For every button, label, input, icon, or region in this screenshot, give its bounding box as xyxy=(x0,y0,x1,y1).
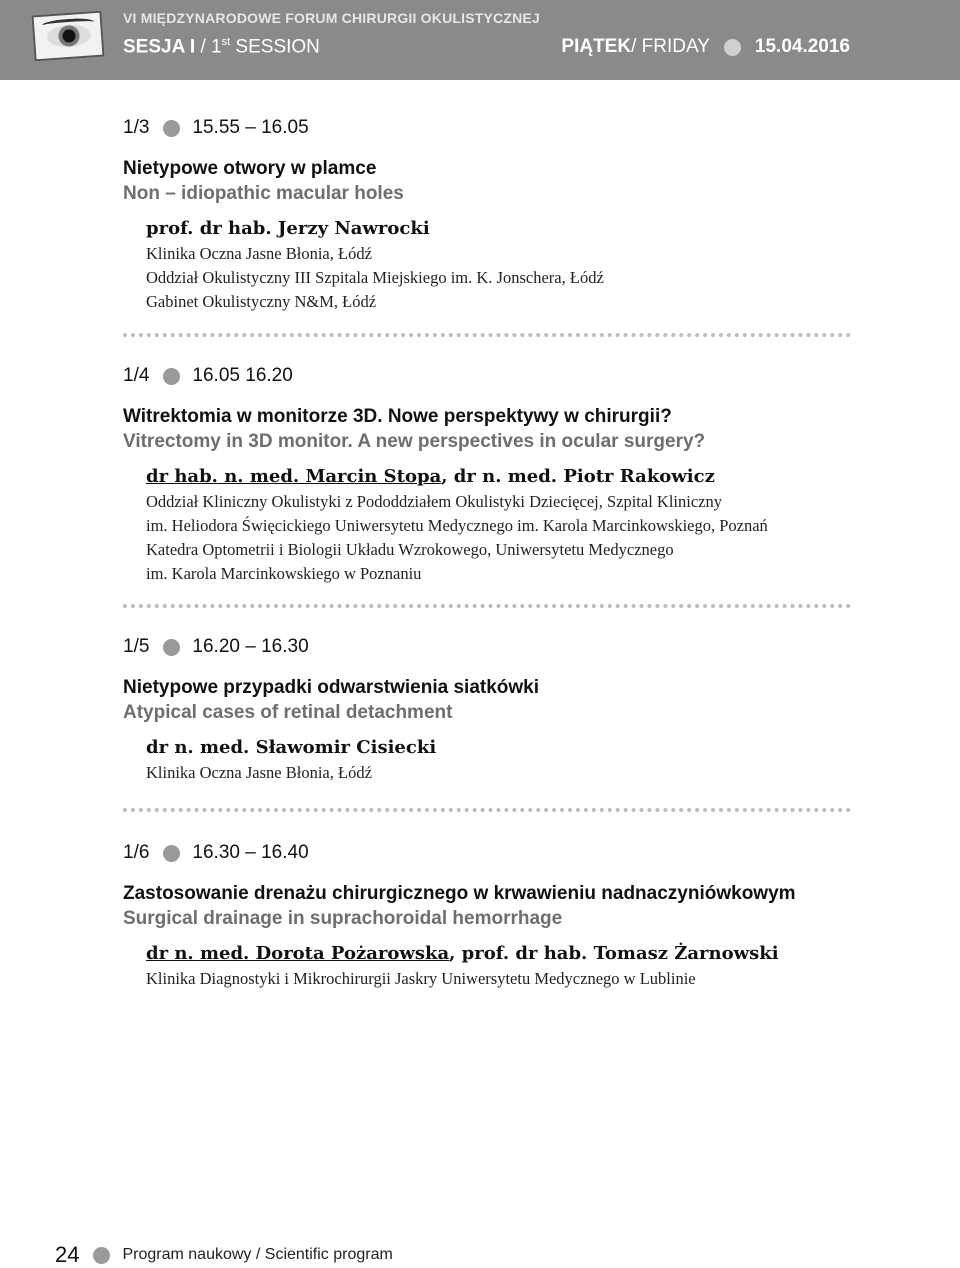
day-pl: PIĄTEK xyxy=(561,36,632,57)
slot-time: 15.55 – 16.05 xyxy=(192,117,309,138)
page-footer xyxy=(55,1242,393,1268)
affiliation-line: Oddział Kliniczny Okulistyki z Pododdziałem Okulistyki Dziecięcej, Szpital Kliniczny xyxy=(146,492,722,511)
talk-title-pl: Nietypowe otwory w plamce xyxy=(123,158,377,179)
day-en: / FRIDAY xyxy=(631,36,710,57)
session-label xyxy=(123,36,320,58)
talk-slot xyxy=(123,364,863,388)
talk-title-en: Surgical drainage in suprachoroidal hemorrhage xyxy=(123,908,563,929)
day-date xyxy=(561,36,850,58)
speaker-name: , dr n. med. Piotr Rakowicz xyxy=(441,466,715,487)
talk-block xyxy=(123,116,863,314)
affiliation-line: Gabinet Okulistyczny N&M, Łódź xyxy=(146,292,377,311)
conference-title: VI MIĘDZYNARODOWE FORUM CHIRURGII OKULISTYCZNEJ xyxy=(123,10,540,26)
slot-number: 1/6 xyxy=(123,842,150,863)
eye-logo-icon xyxy=(31,11,104,62)
session-date: 15.04.2016 xyxy=(754,36,850,57)
talk-block xyxy=(123,841,863,991)
affiliation-line: Klinika Diagnostyki i Mikrochirurgii Jaskry Uniwersytetu Medycznego w Lublinie xyxy=(146,969,696,988)
dotted-divider xyxy=(123,808,851,812)
bullet-dot-icon xyxy=(93,1247,110,1264)
session-en-number: 1 xyxy=(211,36,222,58)
page-header xyxy=(0,0,960,80)
bullet-dot-icon xyxy=(163,639,180,656)
speaker-line xyxy=(146,464,863,490)
session-en-suffix: st xyxy=(221,36,231,48)
talk-slot xyxy=(123,841,863,865)
speaker-line xyxy=(146,941,863,967)
bullet-dot-icon xyxy=(163,845,180,862)
speaker-line xyxy=(146,216,863,242)
session-separator: / xyxy=(195,36,212,58)
talk-title-en: Non – idiopathic macular holes xyxy=(123,183,404,204)
dotted-divider xyxy=(123,604,851,608)
talk-title-pl: Nietypowe przypadki odwarstwienia siatkówki xyxy=(123,677,540,698)
affiliation-line: im. Karola Marcinkowskiego w Poznaniu xyxy=(146,564,422,583)
bullet-dot-icon xyxy=(163,120,180,137)
program-label: Program naukowy / Scientific program xyxy=(122,1246,393,1263)
page-number: 24 xyxy=(55,1242,80,1267)
dotted-divider xyxy=(123,333,851,337)
speaker-name: , prof. dr hab. Tomasz Żarnowski xyxy=(449,943,779,964)
speaker-name: prof. dr hab. Jerzy Nawrocki xyxy=(146,218,430,239)
talk-slot xyxy=(123,116,863,140)
talk-slot xyxy=(123,635,863,659)
session-en: SESSION xyxy=(230,36,320,58)
slot-number: 1/5 xyxy=(123,636,150,657)
affiliation-line: im. Heliodora Święcickiego Uniwersytetu Medycznego im. Karola Marcinkowskiego, Poznań xyxy=(146,516,768,535)
slot-number: 1/3 xyxy=(123,117,150,138)
affiliation-line: Oddział Okulistyczny III Szpitala Miejskiego im. K. Jonschera, Łódź xyxy=(146,268,604,287)
affiliation-line: Katedra Optometrii i Biologii Układu Wzrokowego, Uniwersytetu Medycznego xyxy=(146,540,674,559)
talk-title-en: Atypical cases of retinal detachment xyxy=(123,702,453,723)
bullet-dot-icon xyxy=(163,368,180,385)
slot-number: 1/4 xyxy=(123,365,150,386)
talk-title-pl: Witrektomia w monitorze 3D. Nowe perspektywy w chirurgii? xyxy=(123,406,672,427)
slot-time: 16.20 – 16.30 xyxy=(192,636,309,657)
talk-block xyxy=(123,635,863,785)
speaker-name: dr n. med. Dorota Pożarowska xyxy=(146,943,450,964)
talk-title-en: Vitrectomy in 3D monitor. A new perspectives in ocular surgery? xyxy=(123,431,706,452)
session-pl: SESJA I xyxy=(123,36,196,58)
talk-block xyxy=(123,364,863,586)
speaker-line xyxy=(146,735,863,761)
affiliation-line: Klinika Oczna Jasne Błonia, Łódź xyxy=(146,763,372,782)
speaker-name: dr hab. n. med. Marcin Stopa xyxy=(146,466,442,487)
slot-time: 16.30 – 16.40 xyxy=(192,842,309,863)
affiliation-line: Klinika Oczna Jasne Błonia, Łódź xyxy=(146,244,372,263)
bullet-dot-icon xyxy=(724,39,741,56)
speaker-name: dr n. med. Sławomir Cisiecki xyxy=(146,737,437,758)
slot-time: 16.05 16.20 xyxy=(192,365,293,386)
talk-title-pl: Zastosowanie drenażu chirurgicznego w krwawieniu nadnaczyniówkowym xyxy=(123,883,796,904)
